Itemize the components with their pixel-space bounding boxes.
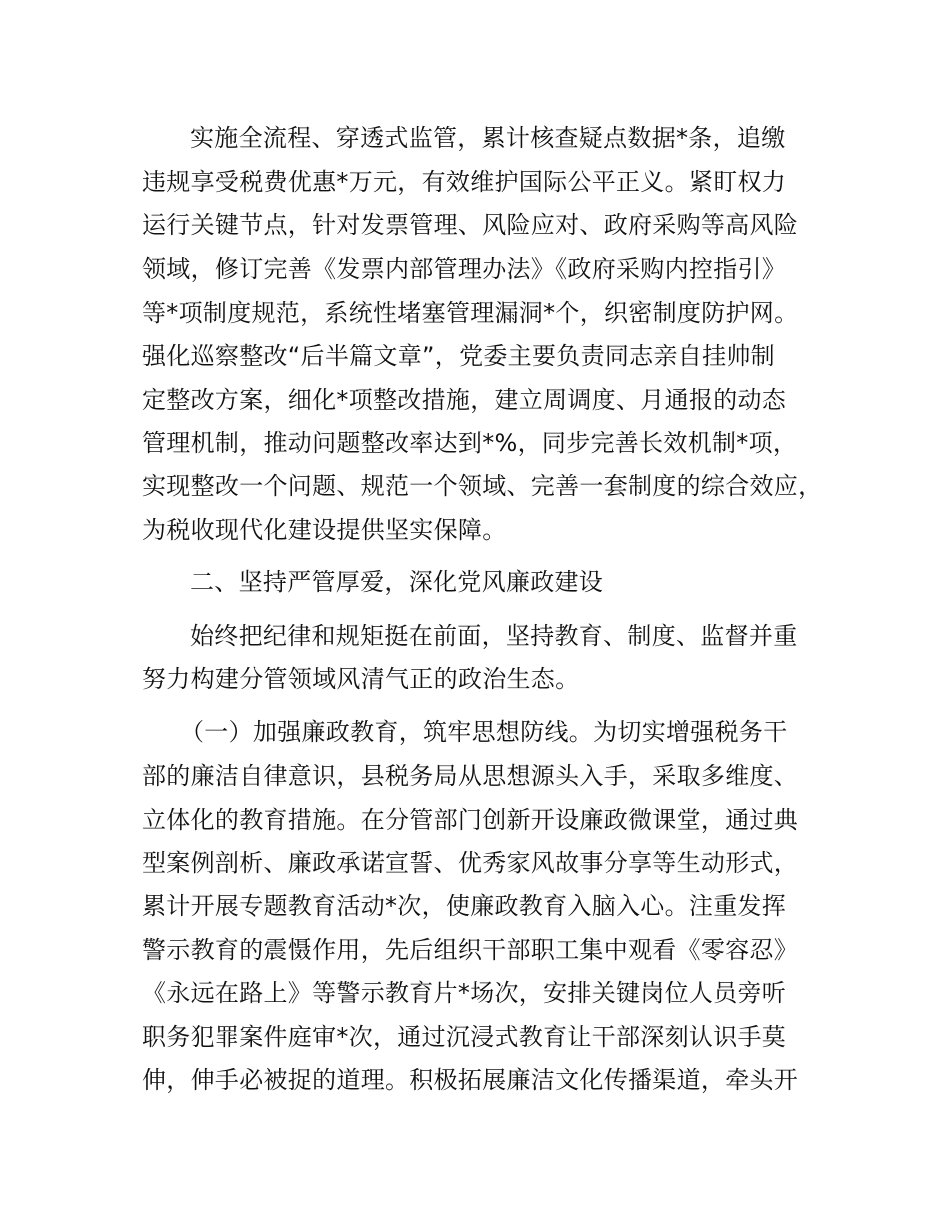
paragraph-line-9: 实现整改一个问题、规范一个领域、完善一套制度的综合效应， (142, 472, 823, 500)
subsection-line-5: 累计开展专题教育活动*次，使廉政教育入脑入心。注重发挥 (142, 892, 787, 920)
paragraph-line-8: 管理机制，推动问题整改率达到*%，同步完善长效机制*项， (142, 429, 798, 457)
paragraph-line-6: 强化巡察整改“后半篇文章”，党委主要负责同志亲自挂帅制 (142, 342, 775, 370)
paragraph-line-3: 运行关键节点，针对发票管理、风险应对、政府采购等高风险 (142, 211, 799, 239)
subsection-line-6: 警示教育的震慑作用，先后组织干部职工集中观看《零容忍》 (142, 936, 799, 964)
paragraph-line-1: 实施全流程、穿透式监管，累计核查疑点数据*条，追缴 (190, 124, 786, 152)
intro-line-1: 始终把纪律和规矩挺在前面，坚持教育、制度、监督并重 (190, 622, 798, 650)
subsection-line-2: 部的廉洁自律意识，县税务局从思想源头入手，采取多维度、 (142, 762, 799, 790)
subsection-line-3: 立体化的教育措施。在分管部门创新开设廉政微课堂，通过典 (142, 806, 799, 834)
subsection-line-4: 型案例剖析、廉政承诺宣誓、优秀家风故事分享等生动形式， (142, 849, 799, 877)
subsection-line-8: 职务犯罪案件庭审*次，通过沉浸式教育让干部深刻认识手莫 (142, 1023, 787, 1051)
paragraph-line-2: 违规享受税费优惠*万元，有效维护国际公平正义。紧盯权力 (142, 168, 787, 196)
intro-line-2: 努力构建分管领域风清气正的政治生态。 (142, 665, 580, 693)
subsection-line-1: （一）加强廉政教育，筑牢思想防线。为切实增强税务干 (180, 718, 788, 746)
paragraph-line-7: 定整改方案，细化*项整改措施，建立周调度、月通报的动态 (142, 386, 787, 414)
section-heading: 二、坚持严管厚爱，深化党风廉政建设 (190, 568, 604, 596)
subsection-line-9: 伸，伸手必被捉的道理。积极拓展廉洁文化传播渠道，牵头开 (142, 1066, 799, 1094)
paragraph-line-4: 领域，修订完善《发票内部管理办法》《政府采购内控指引》 (142, 255, 787, 283)
paragraph-line-5: 等*项制度规范，系统性堵塞管理漏洞*个，织密制度防护网。 (142, 299, 799, 327)
subsection-line-7: 《永远在路上》等警示教育片*场次，安排关键岗位人员旁听 (142, 979, 787, 1007)
paragraph-line-10: 为税收现代化建设提供坚实保障。 (142, 516, 507, 544)
